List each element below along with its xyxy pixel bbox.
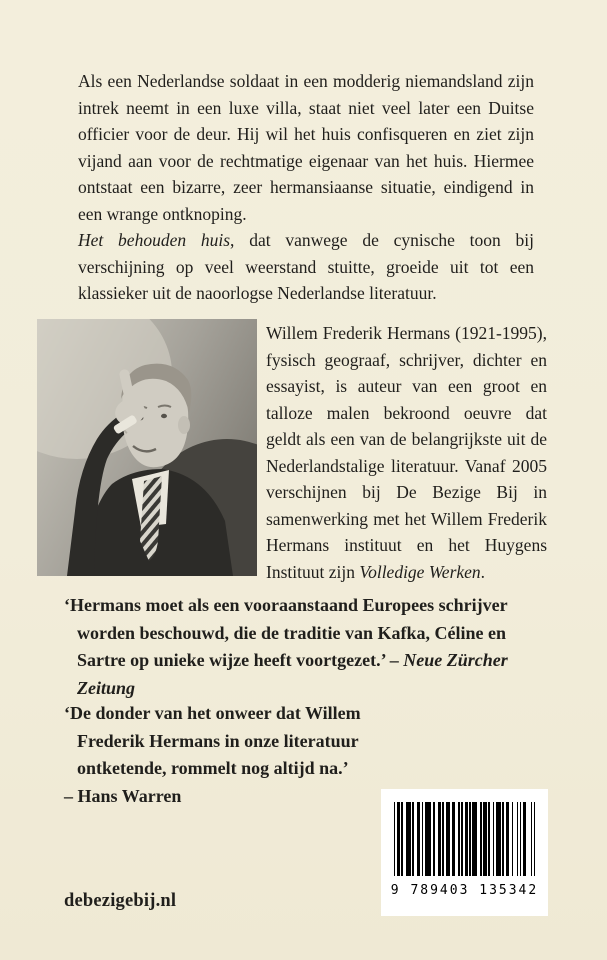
author-bio-period: . xyxy=(480,561,486,582)
press-quote-nzz-text: ‘Hermans moet als een vooraanstaand Europees schrijver worden beschouwd, die de traditie van Kafka, Céline en Sartre op unieke wijze heeft voortgezet.’ – xyxy=(64,595,508,670)
book-title: Het behouden huis xyxy=(78,230,231,250)
synopsis-paragraph-2-text: , dat vanwege de cynische toon bij verschijning op veel weerstand stuitte, groeide uit tot een klassieker uit de naoorlogse Nederlandse literatuur. xyxy=(78,230,534,303)
press-quote-warren xyxy=(64,700,394,810)
volledige-werken-title: Volledige Werken xyxy=(359,561,481,582)
press-quote-warren-source: – Hans Warren xyxy=(64,785,182,806)
press-quote-nzz xyxy=(64,592,548,702)
synopsis-block xyxy=(78,68,534,307)
press-quote-warren-text: ‘De donder van het onweer dat Willem Frederik Hermans in onze literatuur ontketende, rommelt nog altijd na.’ xyxy=(64,703,361,778)
publisher-wordmark: debezigebij.nl xyxy=(64,891,177,911)
barcode-bars xyxy=(394,802,536,876)
author-bio-text: Willem Frederik Hermans (1921-1995), fysisch geograaf, schrijver, dichter en essayist, is auteur van een groot en talloze malen bekroond oeuvre dat geldt als een van de belangrijkste uit de Nederlandstalige literatuur. Vanaf 2005 verschijnen bij De Bezige Bij in samenwerking met het Willem Frederik Hermans instituut en het Huygens Instituut zijn xyxy=(266,323,547,582)
synopsis-paragraph-1: Als een Nederlandse soldaat in een modderig niemandsland zijn intrek neemt in een luxe villa, staat niet veel later een Duitse officier voor de deur. Hij wil het huis confisqueren en ziet zijn vijand aan voor de rechtmatige eigenaar van het huis. Hiermee ontstaat een bizarre, zeer hermansiaanse situatie, eindigend in een wrange ontknoping. xyxy=(78,71,534,224)
barcode-number: 9 789403 135342 xyxy=(390,883,539,898)
author-bio xyxy=(266,320,547,585)
synopsis-paragraph-2 xyxy=(78,227,534,307)
author-photo-illustration xyxy=(37,319,257,576)
press-quote-nzz-source: Neue Zürcher Zeitung xyxy=(77,650,508,698)
barcode-panel xyxy=(381,789,548,916)
author-photo xyxy=(37,319,257,576)
